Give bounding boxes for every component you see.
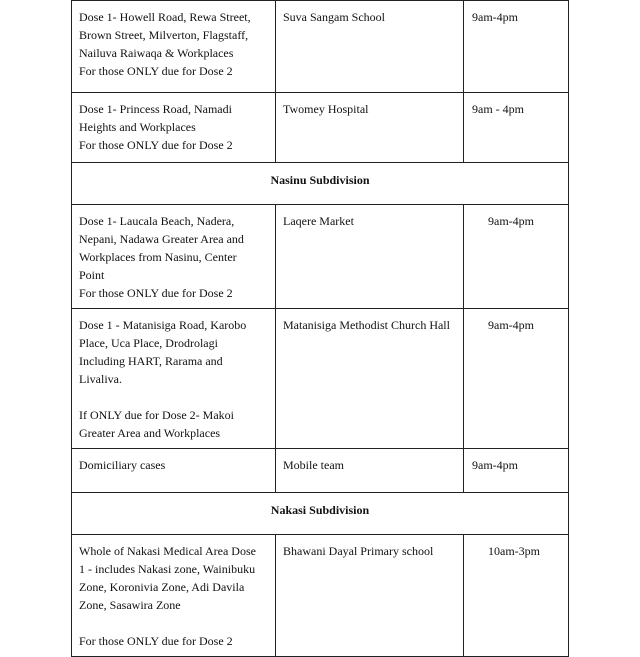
area-line: Point	[79, 268, 105, 282]
time-text: 9am - 4pm	[472, 102, 524, 116]
area-line: Zone, Koronivia Zone, Adi Davila	[79, 580, 245, 594]
area-line: Dose 1- Laucala Beach, Nadera,	[79, 214, 235, 228]
table-row	[72, 205, 569, 309]
area-line: Dose 1 - Matanisiga Road, Karobo	[79, 318, 247, 332]
venue-cell	[276, 1, 464, 93]
area-line: Including HART, Rarama and	[79, 354, 223, 368]
time-cell	[464, 1, 569, 93]
section-heading-cell	[72, 163, 569, 205]
area-line: Nepani, Nadawa Greater Area and	[79, 232, 244, 246]
venue-text: Mobile team	[283, 458, 344, 472]
area-line: Workplaces from Nasinu, Center	[79, 250, 237, 264]
area-cell	[72, 1, 276, 93]
venue-cell	[276, 535, 464, 657]
time-cell	[464, 93, 569, 163]
area-line: For those ONLY due for Dose 2	[79, 634, 233, 648]
area-line: Livaliva.	[79, 372, 122, 386]
area-line: For those ONLY due for Dose 2	[79, 64, 233, 78]
area-line: Heights and Workplaces	[79, 120, 196, 134]
area-line: Nailuva Raiwaqa & Workplaces	[79, 46, 234, 60]
time-text: 9am-4pm	[488, 318, 534, 332]
section-heading: Nasinu Subdivision	[270, 173, 370, 187]
time-text: 9am-4pm	[488, 214, 534, 228]
time-cell	[464, 205, 569, 309]
venue-cell	[276, 449, 464, 493]
area-line: If ONLY due for Dose 2- Makoi	[79, 408, 234, 422]
area-line: Greater Area and Workplaces	[79, 426, 221, 440]
area-line: Dose 1- Howell Road, Rewa Street,	[79, 10, 251, 24]
venue-cell	[276, 309, 464, 449]
time-cell	[464, 309, 569, 449]
area-cell	[72, 309, 276, 449]
venue-cell	[276, 205, 464, 309]
area-line: 1 - includes Nakasi zone, Wainibuku	[79, 562, 256, 576]
section-heading-cell	[72, 493, 569, 535]
time-cell	[464, 535, 569, 657]
table-row	[72, 449, 569, 493]
venue-text: Bhawani Dayal Primary school	[283, 544, 434, 558]
time-text: 9am-4pm	[472, 10, 518, 24]
venue-cell	[276, 93, 464, 163]
table-row	[72, 93, 569, 163]
area-line: Place, Uca Place, Drodrolagi	[79, 336, 218, 350]
area-line: Dose 1- Princess Road, Namadi	[79, 102, 232, 116]
table-row	[72, 535, 569, 657]
table-row	[72, 309, 569, 449]
schedule-table	[71, 0, 569, 657]
area-line: Whole of Nakasi Medical Area Dose	[79, 544, 256, 558]
table-row	[72, 1, 569, 93]
area-line: Domiciliary cases	[79, 458, 166, 472]
venue-text: Suva Sangam School	[283, 10, 385, 24]
section-row	[72, 493, 569, 535]
time-text: 9am-4pm	[472, 458, 518, 472]
area-cell	[72, 93, 276, 163]
time-text: 10am-3pm	[488, 544, 540, 558]
area-line: Zone, Sasawira Zone	[79, 598, 181, 612]
section-heading: Nakasi Subdivision	[270, 503, 370, 517]
venue-text: Matanisiga Methodist Church Hall	[283, 318, 450, 332]
area-cell	[72, 205, 276, 309]
venue-text: Twomey Hospital	[283, 102, 369, 116]
area-line: For those ONLY due for Dose 2	[79, 286, 233, 300]
time-cell	[464, 449, 569, 493]
area-cell	[72, 535, 276, 657]
area-cell	[72, 449, 276, 493]
area-line: Brown Street, Milverton, Flagstaff,	[79, 28, 249, 42]
venue-text: Laqere Market	[283, 214, 354, 228]
section-row	[72, 163, 569, 205]
area-line: For those ONLY due for Dose 2	[79, 138, 233, 152]
